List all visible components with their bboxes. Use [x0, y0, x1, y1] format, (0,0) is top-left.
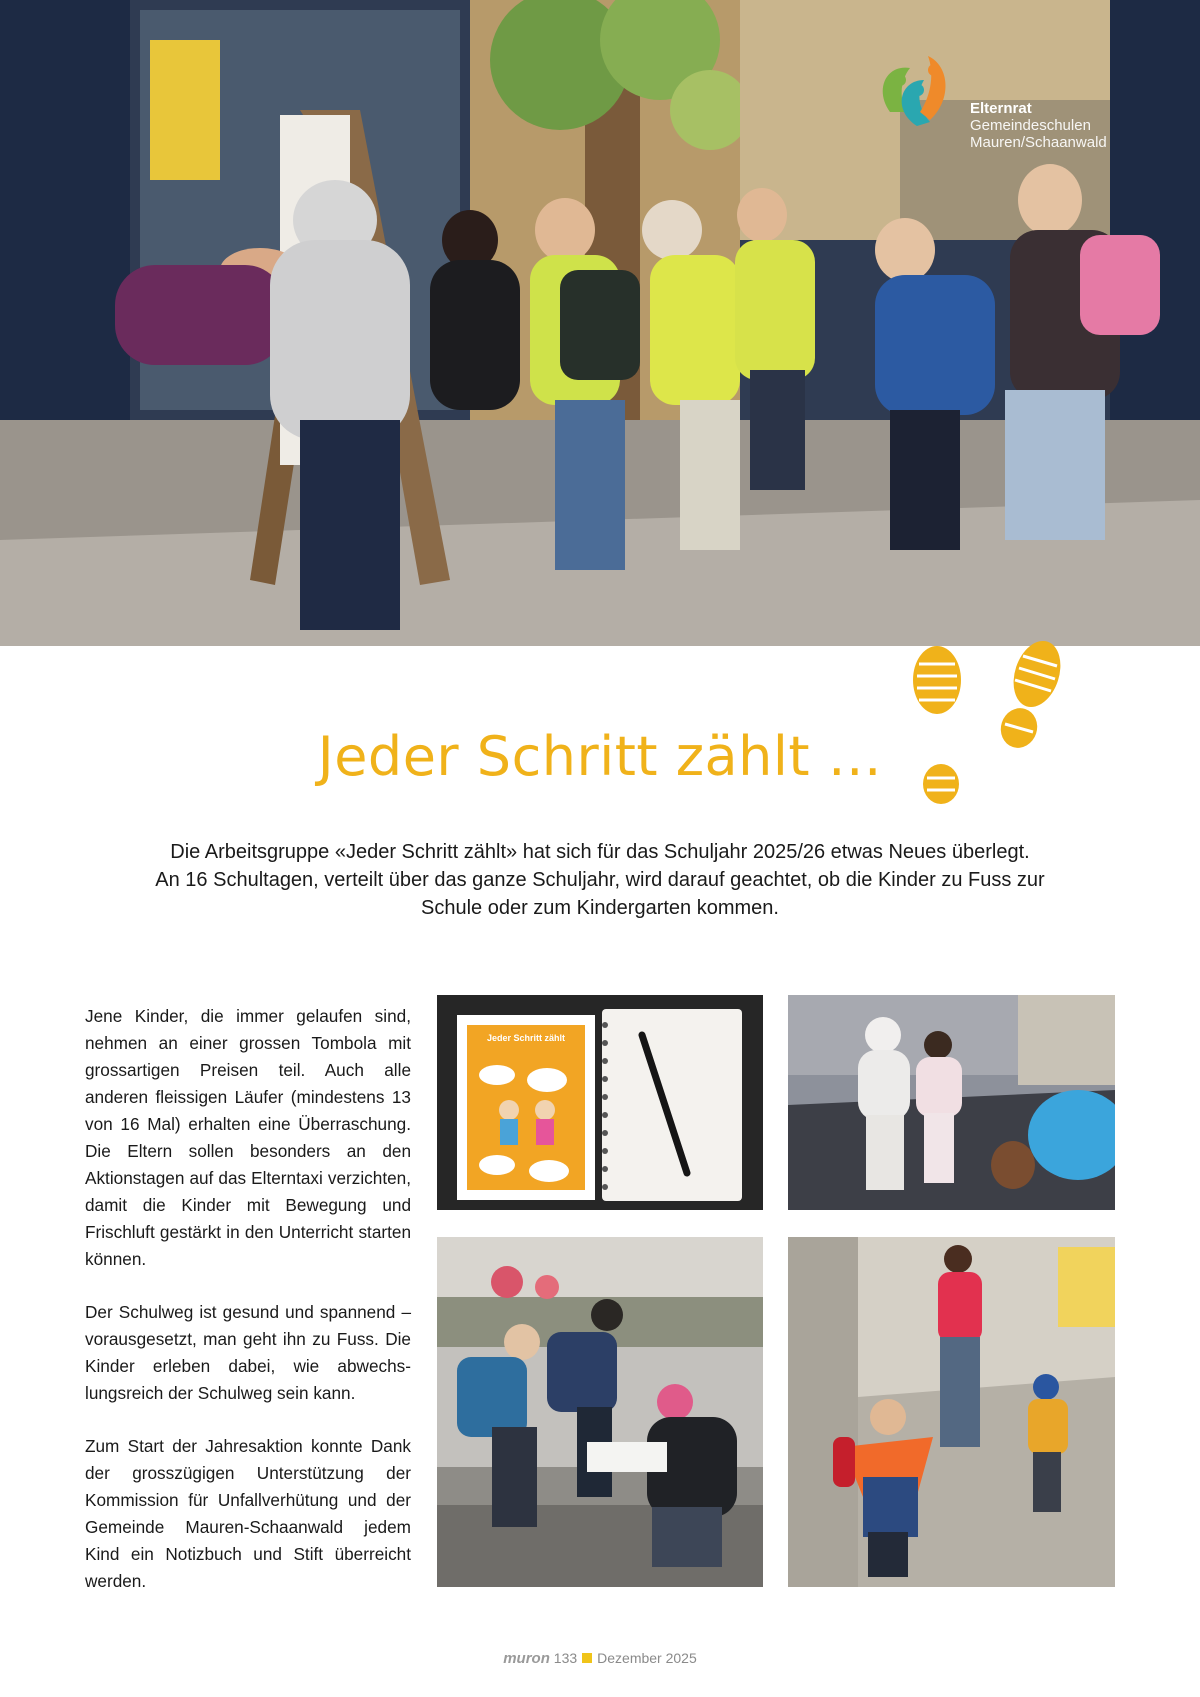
article-body [85, 1003, 411, 1621]
magazine-name: muron [503, 1650, 550, 1667]
lead-paragraph [100, 838, 1100, 922]
logo-line-1: Elternrat [970, 100, 1032, 117]
photo-children-signing-list [437, 1237, 763, 1587]
footprints-icon [905, 636, 1075, 816]
elternrat-logo [872, 50, 1172, 160]
photo-children-walking-to-school [788, 995, 1115, 1210]
body-paragraph-3: Zum Start der Jahresaktion konnte Dank der grosszügigen Unterstützung der Kommission für Unfallverhütung und der Gemeinde Mauren-Schaanwald jedem Kind ein Notizbuch und Stift überreicht werden. [85, 1436, 411, 1591]
body-paragraph-2: Der Schulweg ist gesund und spannend – vorausgesetzt, man geht ihn zu Fuss. Die Kinder erleben dabei, wie abwechslungsreich der Schulweg sein kann. [85, 1302, 411, 1403]
photo-notebook-and-pencil [437, 995, 763, 1210]
logo-line-2: Gemeindeschulen [970, 117, 1091, 134]
page-title: Jeder Schritt zählt … [317, 725, 883, 788]
issue-date: Dezember 2025 [597, 1650, 697, 1666]
issue-number: 133 [553, 1650, 578, 1666]
body-paragraph-1: Jene Kinder, die immer gelaufen sind, nehmen an einer grossen Tombola mit grossartigen Preisen teil. Auch alle anderen fleissigen Läufer (mindestens 13 von 16 Mal) erhalten eine Überraschung. Die Eltern sollen besonders an den Aktionstagen auf das Elterntaxi verzichten, damit die Kinder mit Bewegung und Frischluft gestärkt in den Unterricht starten können. [85, 1006, 411, 1269]
lead-line-3: Schule oder zum Kindergarten kommen. [421, 897, 779, 919]
booklet-title: Jeder Schritt zählt [486, 1033, 566, 1043]
photo-children-in-hallway [788, 1237, 1115, 1587]
page-footer [0, 1650, 1200, 1667]
logo-line-3: Mauren/Schaanwald [970, 134, 1107, 151]
lead-line-2: An 16 Schultagen, verteilt über das ganze Schuljahr, wird darauf geachtet, ob die Kinder zu Fuss zur [155, 869, 1045, 891]
elternrat-logo-mark [872, 50, 962, 140]
lead-line-1: Die Arbeitsgruppe «Jeder Schritt zählt» hat sich für das Schuljahr 2025/26 etwas Neues überlegt. [170, 841, 1030, 863]
footer-separator-icon [582, 1653, 592, 1663]
hero-photo [0, 0, 1200, 646]
